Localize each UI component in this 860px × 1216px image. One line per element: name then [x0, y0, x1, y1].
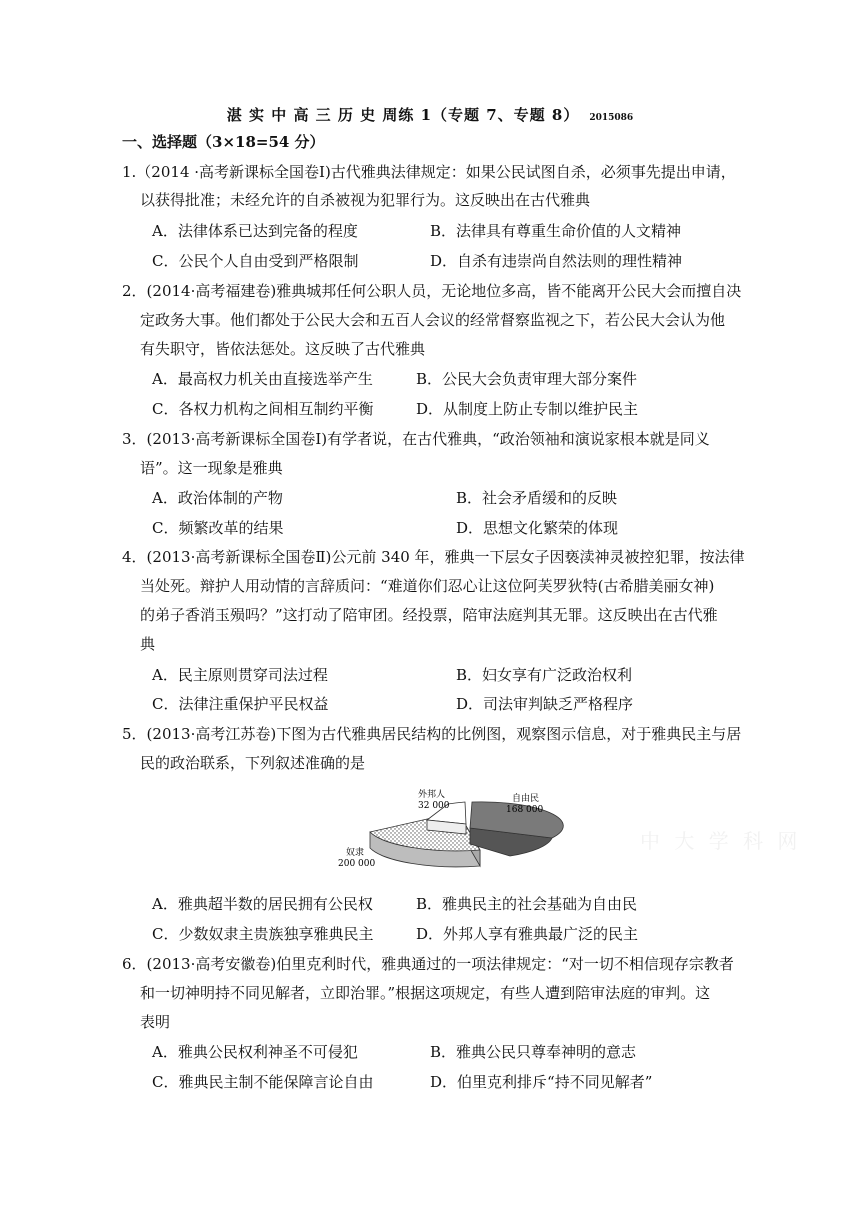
title-code: 2015086	[589, 113, 634, 123]
option-c[interactable]: C．各权力机构之间相互制约平衡	[152, 400, 374, 418]
question-line: 6．(2013·高考安徽卷)伯里克利时代，雅典通过的一项法律规定：“对一切不相信现存宗教者	[122, 955, 734, 973]
title-text: 湛 实 中 高 三 历 史 周练 1（专题 7、专题 8）	[226, 106, 580, 124]
option-a[interactable]: A．政治体制的产物	[152, 489, 283, 507]
section-heading: 一、选择题（3×18=54 分）	[122, 133, 325, 151]
page-title	[0, 104, 860, 125]
question-line: 表明	[140, 1013, 171, 1031]
option-c[interactable]: C．法律注重保护平民权益	[152, 695, 329, 713]
question-line: 民的政治联系，下列叙述准确的是	[140, 754, 366, 772]
resident-pie-chart	[330, 780, 590, 890]
question-line: 有失职守，皆依法惩处。这反映了古代雅典	[140, 340, 426, 358]
option-c[interactable]: C．雅典民主制不能保障言论自由	[152, 1073, 374, 1091]
question-line: 当处死。辩护人用动情的言辞质问：“难道你们忍心让这位阿芙罗狄特(古希腊美丽女神)	[140, 577, 715, 595]
value-foreigners: 32 000	[418, 801, 450, 811]
option-b[interactable]: B．法律具有尊重生命价值的人文精神	[430, 222, 682, 240]
watermark: 中 大 学 科 网	[640, 829, 802, 853]
option-b[interactable]: B．雅典公民只尊奉神明的意志	[430, 1043, 637, 1061]
label-free-citizens: 自由民	[512, 794, 540, 804]
option-d[interactable]: D．自杀有违崇尚自然法则的理性精神	[430, 252, 683, 270]
option-a[interactable]: A．雅典超半数的居民拥有公民权	[152, 895, 373, 913]
question-line: 典	[140, 635, 156, 653]
question-line: 5．(2013·高考江苏卷)下图为古代雅典居民结构的比例图，观察图示信息，对于雅典民主与居	[122, 725, 742, 743]
option-b[interactable]: B．社会矛盾缓和的反映	[456, 489, 618, 507]
option-c[interactable]: C．公民个人自由受到严格限制	[152, 252, 359, 270]
question-line: 2．(2014·高考福建卷)雅典城邦任何公职人员，无论地位多高，皆不能离开公民大会而擅自决	[122, 282, 742, 300]
option-d[interactable]: D．伯里克利排斥“持不同见解者”	[430, 1073, 653, 1091]
question-line: 以获得批准；未经允许的自杀被视为犯罪行为。这反映出在古代雅典	[140, 191, 591, 209]
label-foreigners: 外邦人	[418, 790, 446, 800]
option-a[interactable]: A．雅典公民权利神圣不可侵犯	[152, 1043, 358, 1061]
question-line: 4．(2013·高考新课标全国卷Ⅱ)公元前 340 年，雅典一下层女子因亵渎神灵被控犯罪，按法律	[122, 548, 745, 566]
option-b[interactable]: B．雅典民主的社会基础为自由民	[416, 895, 638, 913]
value-slaves: 200 000	[338, 859, 376, 869]
option-d[interactable]: D．外邦人享有雅典最广泛的民主	[416, 925, 639, 943]
question-line: 3．(2013·高考新课标全国卷Ⅰ)有学者说，在古代雅典，“政治领袖和演说家根本就是同义	[122, 430, 710, 448]
label-slaves: 奴隶	[346, 848, 365, 858]
option-c[interactable]: C．频繁改革的结果	[152, 519, 284, 537]
option-a[interactable]: A．法律体系已达到完备的程度	[152, 222, 358, 240]
option-a[interactable]: A．民主原则贯穿司法过程	[152, 666, 328, 684]
option-c[interactable]: C．少数奴隶主贵族独享雅典民主	[152, 925, 374, 943]
option-a[interactable]: A．最高权力机关由直接选举产生	[152, 370, 373, 388]
question-line: 1.（2014 ·高考新课标全国卷Ⅰ)古代雅典法律规定：如果公民试图自杀，必须事先提出申请，	[122, 163, 736, 181]
value-free-citizens: 168 000	[506, 805, 544, 815]
question-line: 定政务大事。他们都处于公民大会和五百人会议的经常督察监视之下，若公民大会认为他	[140, 311, 726, 329]
option-b[interactable]: B．妇女享有广泛政治权利	[456, 666, 633, 684]
question-line: 的弟子香消玉殒吗？”这打动了陪审团。经投票，陪审法庭判其无罪。这反映出在古代雅	[140, 606, 718, 624]
option-d[interactable]: D．思想文化繁荣的体现	[456, 519, 619, 537]
option-b[interactable]: B．公民大会负责审理大部分案件	[416, 370, 638, 388]
option-d[interactable]: D．从制度上防止专制以维护民主	[416, 400, 639, 418]
question-line: 和一切神明持不同见解者，立即治罪。”根据这项规定，有些人遭到陪审法庭的审判。这	[140, 984, 711, 1002]
question-line: 语”。这一现象是雅典	[140, 459, 283, 477]
option-d[interactable]: D．司法审判缺乏严格程序	[456, 695, 634, 713]
